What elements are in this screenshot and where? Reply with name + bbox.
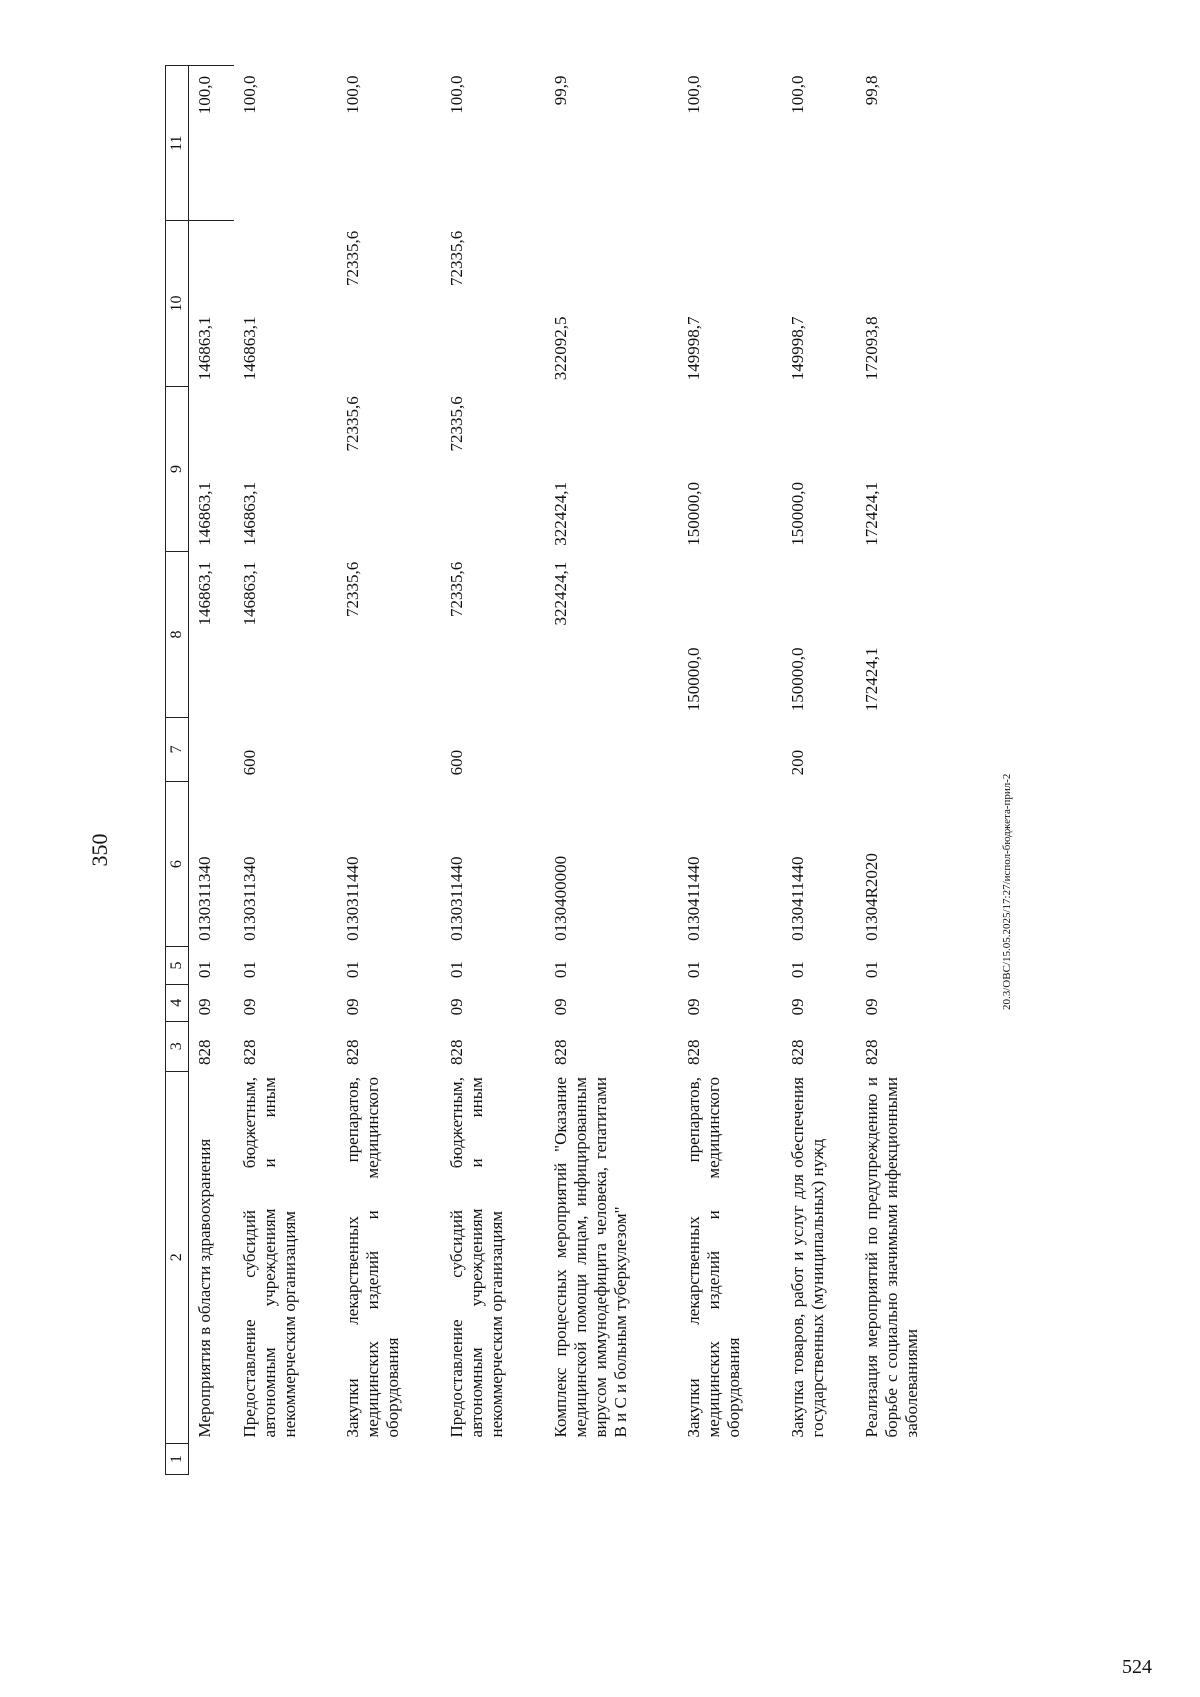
row-name: Комплекс процессных мероприятий "Оказание медицинской помощи лицам, инфицированным вирусом иммунодефицита человека, гепатитами В и С и больным туберкулезом": [550, 1077, 630, 1438]
cell-c4: 09: [195, 998, 214, 1016]
cell-c7: 200: [788, 749, 808, 776]
cell-c4: 09: [550, 998, 570, 1016]
cell-c9: 172424,1: [862, 482, 882, 546]
cell-c5: 01: [862, 961, 882, 979]
column-number: 6: [166, 781, 189, 947]
cell-c4: 09: [343, 998, 363, 1016]
cell-c11: 100,0: [788, 75, 808, 114]
cell-c8: 322424,1: [550, 561, 570, 626]
cell-c8: 72335,6: [447, 561, 467, 618]
cell-c4: 09: [239, 998, 259, 1016]
table-row: [441, 66, 545, 1475]
column-number: 2: [166, 1071, 189, 1443]
cell-c10: 72335,6: [447, 230, 467, 286]
row-name: Мероприятия в области здравоохранения: [195, 1138, 214, 1438]
cell-c9: 146863,1: [195, 482, 214, 546]
cell-c10: 149998,7: [788, 316, 808, 381]
cell-c3: 828: [447, 1039, 467, 1066]
cell-c8: 150000,0: [684, 647, 704, 712]
cell-c11: 99,9: [550, 75, 570, 106]
cell-c4: 09: [447, 998, 467, 1016]
cell-c3: 828: [788, 1039, 808, 1066]
cell-c6: 0130311440: [447, 856, 467, 941]
cell-c10: 172093,8: [862, 316, 882, 381]
page-number-top: 350: [87, 833, 112, 867]
cell-c7: [337, 717, 441, 781]
table-row: [678, 66, 782, 1475]
table-row: [782, 66, 856, 1475]
row-name: Закупки лекарственных препаратов, медицинских изделий и медицинского оборудования: [684, 1077, 744, 1438]
cell-c6: 0130311340: [195, 856, 214, 941]
column-number-row: [166, 66, 189, 1475]
cell-c9: 150000,0: [684, 482, 704, 546]
cell-c11: 100,0: [684, 75, 704, 114]
page-number-bottom: 524: [1122, 1656, 1152, 1678]
footer-document-code: 20.3/ОВС/15.05.2025/17:27/испол-бюджета-прил-2: [1001, 773, 1013, 1010]
cell-c11: 100,0: [239, 75, 259, 114]
cell-c7: [678, 717, 782, 781]
cell-c7: 600: [239, 749, 259, 776]
cell-c7: [189, 717, 234, 781]
cell-c4: 09: [788, 998, 808, 1016]
table-row: [234, 66, 338, 1475]
cell-c8: 146863,1: [239, 561, 259, 626]
column-number: 1: [166, 1443, 189, 1474]
column-number: 3: [166, 1021, 189, 1071]
table-row: [337, 66, 441, 1475]
cell-c8: 72335,6: [343, 561, 363, 618]
cell-c6: 0130400000: [550, 855, 570, 941]
cell-c5: 01: [343, 961, 363, 979]
cell-c5: 01: [550, 961, 570, 979]
cell-c3: 828: [239, 1039, 259, 1066]
table-row: [856, 66, 960, 1475]
cell-c3: 828: [862, 1039, 882, 1066]
column-number: 10: [166, 221, 189, 387]
row-name: Закупки лекарственных препаратов, медицинских изделий и медицинского оборудования: [343, 1077, 403, 1438]
cell-c7: [856, 717, 960, 781]
cell-c9: 72335,6: [343, 396, 363, 452]
cell-c10: 146863,1: [195, 316, 214, 381]
table-row: [545, 66, 678, 1475]
column-number: 9: [166, 386, 189, 552]
cell-c5: 01: [788, 961, 808, 979]
column-number: 11: [166, 66, 189, 221]
cell-c11: 100,0: [447, 75, 467, 114]
cell-c5: 01: [195, 961, 214, 979]
cell-c11: 100,0: [189, 66, 234, 221]
cell-c8: 146863,1: [195, 561, 214, 626]
cell-c4: 09: [862, 998, 882, 1016]
cell-c5: 01: [239, 961, 259, 979]
row-name: Реализация мероприятий по предупреждению и борьбе с социально значимыми инфекционными заболеваниями: [862, 1077, 922, 1438]
cell-c11: 100,0: [343, 75, 363, 114]
cell-c6: 0130311340: [239, 856, 259, 941]
cell-c7: 600: [447, 749, 467, 776]
column-number: 4: [166, 984, 189, 1021]
cell-c10: 146863,1: [239, 316, 259, 381]
cell-c5: 01: [447, 961, 467, 979]
cell-c6: 0130311440: [343, 856, 363, 941]
row-name: Предоставление субсидий бюджетным, автономным учреждениям и иным некоммерческим организациям: [447, 1077, 507, 1438]
cell-c6: 01304R2020: [862, 853, 882, 941]
column-number: 5: [166, 947, 189, 984]
cell-c6: 0130411440: [684, 856, 704, 941]
row-name: Закупка товаров, работ и услуг для обеспечения государственных (муниципальных) нужд: [788, 1077, 828, 1438]
cell-c3: 828: [684, 1039, 704, 1066]
budget-table: [165, 65, 960, 1475]
cell-c10: 322092,5: [550, 316, 570, 381]
cell-c10: 72335,6: [343, 230, 363, 286]
table-row: [189, 66, 234, 1475]
cell-c7: [545, 717, 678, 781]
cell-c9: 322424,1: [550, 482, 570, 546]
cell-c11: 99,8: [862, 75, 882, 106]
cell-c3: 828: [195, 1039, 214, 1066]
row-name: Предоставление субсидий бюджетным, автономным учреждениям и иным некоммерческим организациям: [239, 1077, 299, 1438]
cell-c3: 828: [343, 1039, 363, 1066]
budget-table-container: [165, 65, 960, 1475]
cell-c9: 150000,0: [788, 482, 808, 546]
cell-c9: 72335,6: [447, 396, 467, 452]
cell-c9: 146863,1: [239, 482, 259, 546]
cell-c3: 828: [550, 1039, 570, 1066]
column-number: 8: [166, 552, 189, 718]
cell-c10: 149998,7: [684, 316, 704, 381]
cell-c6: 0130411440: [788, 856, 808, 941]
cell-c5: 01: [684, 961, 704, 979]
column-number: 7: [166, 717, 189, 781]
cell-c8: 150000,0: [788, 647, 808, 712]
cell-c4: 09: [684, 998, 704, 1016]
cell-c8: 172424,1: [862, 647, 882, 712]
